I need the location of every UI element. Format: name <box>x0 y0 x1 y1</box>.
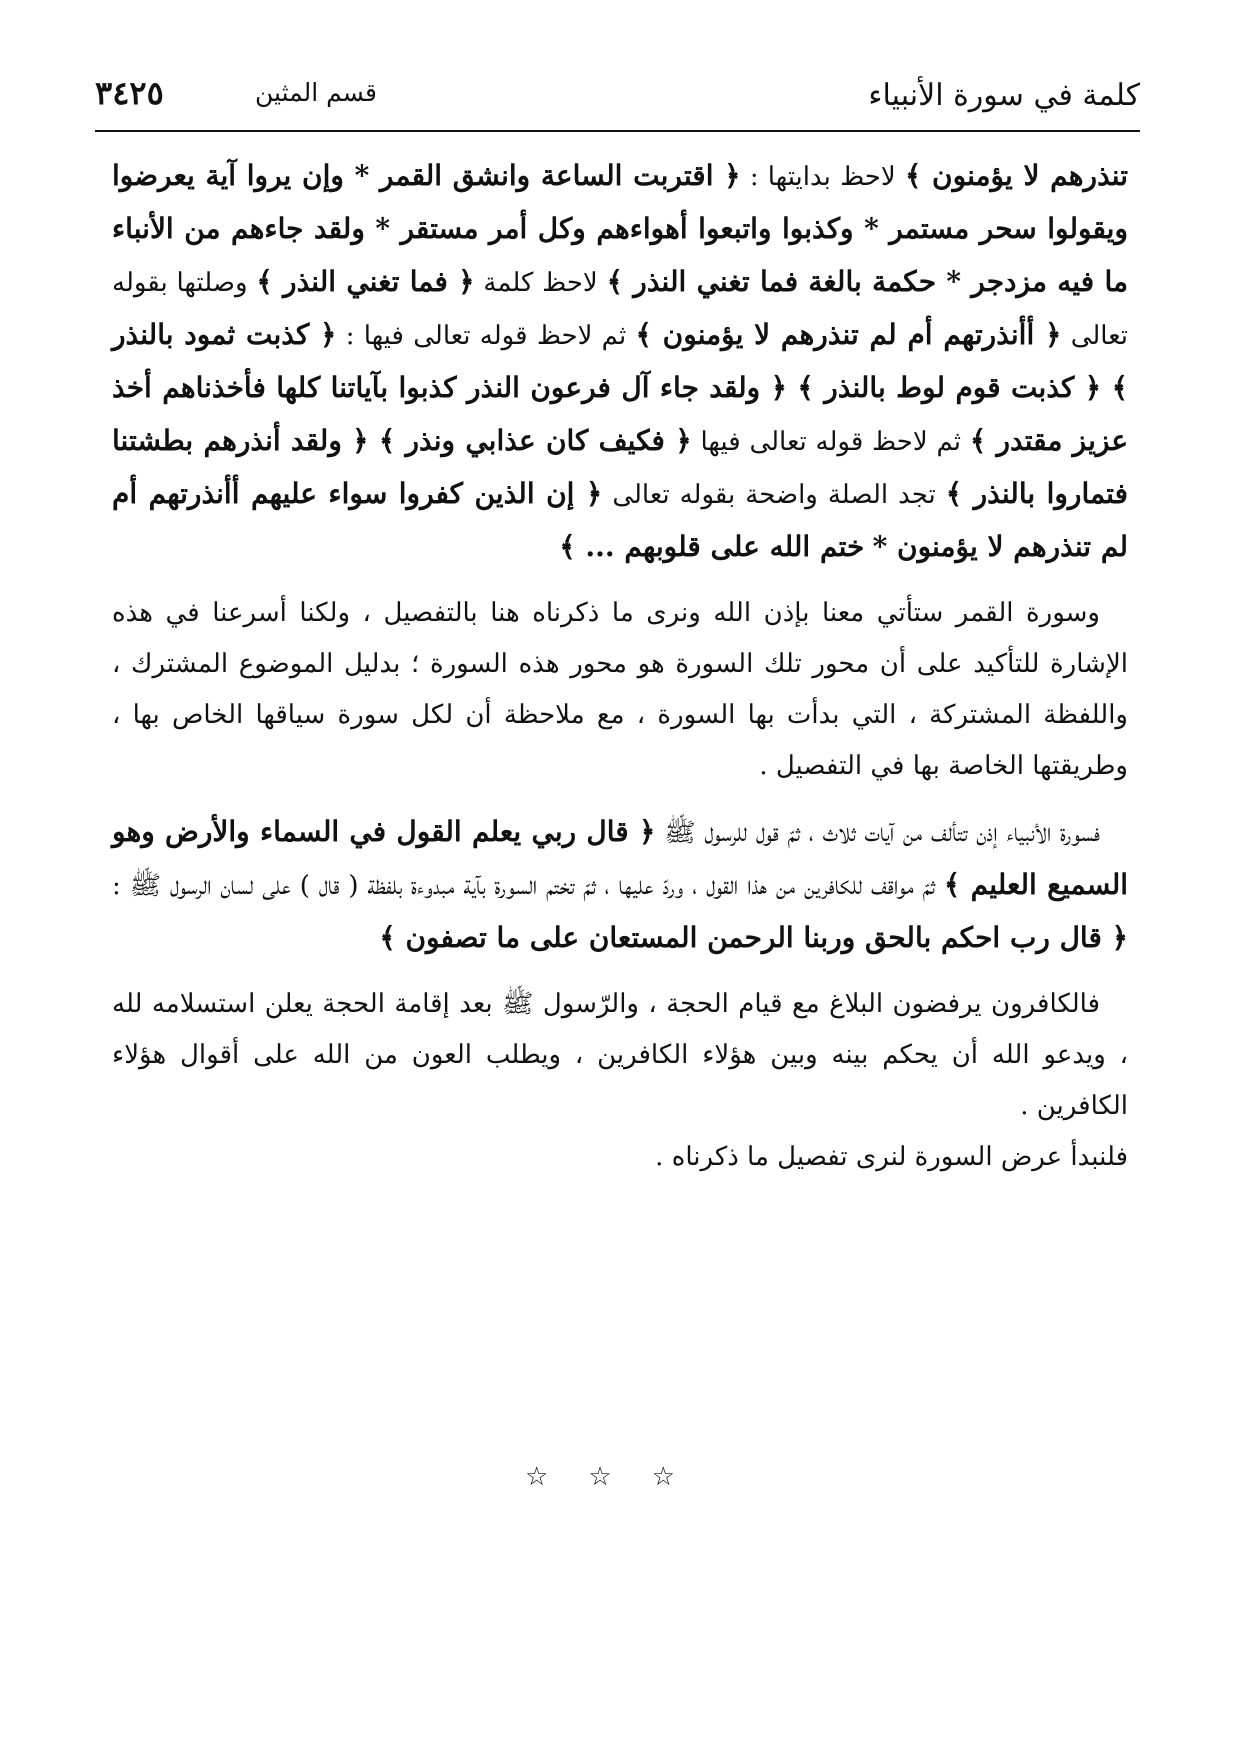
verse: ﴿ أأنذرتهم أم لم تنذرهم لا يؤمنون ﴾ <box>635 318 1062 351</box>
running-title: كلمة في سورة الأنبياء <box>868 78 1140 113</box>
commentary: ثم لاحظ قوله تعالى فيها : <box>345 321 627 351</box>
page-header <box>95 72 1140 132</box>
commentary: وصلتها بقوله تعالى <box>112 268 1128 351</box>
paragraph-1 <box>112 150 1128 574</box>
commentary: فسورة الأنبياء إذن تتألف من آيات ثلاث ، ثمّ قول للرسول ﷺ <box>664 818 1100 848</box>
verse: ﴿ إن الذين كفروا سواء عليهم أأنذرتهم أم لم تنذرهم لا يؤمنون * <box>112 477 1128 563</box>
verse: ﴿ فكيف كان عذابي ونذر ﴾ ﴿ ولقد أنذرهم بطشتنا فتماروا بالنذر ﴾ <box>112 424 1129 510</box>
page-number: ٣٤٢٥ <box>95 74 164 112</box>
verse: ﴿ فما تغني النذر ﴾ <box>256 265 475 298</box>
paragraph-3 <box>112 806 1128 965</box>
verse: ختم الله على قلوبهم ... ﴾ <box>559 530 865 563</box>
paragraph-5: فلنبدأ عرض السورة لنرى تفصيل ما ذكرناه . <box>655 1142 1128 1172</box>
commentary: تجد الصلة واضحة بقوله تعالى <box>612 480 936 510</box>
main-text <box>112 150 1128 1183</box>
section-divider-stars: ☆☆☆ <box>525 1462 715 1492</box>
verse: ﴿ قال رب احكم بالحق وربنا الرحمن المستعان على ما تصفون ﴾ <box>379 921 1128 954</box>
commentary: ثم لاحظ قوله تعالى فيها <box>700 427 961 457</box>
commentary: لاحظ كلمة <box>483 268 598 298</box>
verse: ﴿ اقتربت الساعة وانشق القمر * وإن يروا آية يعرضوا ويقولوا سحر مستمر * وكذبوا واتبعوا أهواءهم وكل أمر مستقر * ولقد جاءهم من الأنباء ما فيه مزدجر * حكمة بالغة فما تغني النذر ﴾ <box>112 159 1128 298</box>
verse: ﴿ كذبت ثمود بالنذر ﴾ ﴿ كذبت قوم لوط بالنذر ﴾ ﴿ ولقد جاء آل فرعون النذر كذبوا بآياتنا كلها فأخذناهم أخذ عزيز مقتدر ﴾ <box>112 318 1129 457</box>
paragraph-4: فالكافرون يرفضون البلاغ مع قيام الحجة ، والرّسول ﷺ بعد إقامة الحجة يعلن استسلامه لله ، ويدعو الله أن يحكم بينه وبين هؤلاء الكافرين ، ويطلب العون من الله على أقوال هؤلاء الكافرين . <box>112 989 1128 1121</box>
commentary: ثمّ مواقف للكافرين من هذا القول ، وردّ عليها ، ثمّ تختم السورة بآية مبدوءة بلفظة ( قال ) على لسان الرسول ﷺ : <box>112 871 935 901</box>
verse: ﴿ قال ربي يعلم القول في السماء والأرض وهو السميع العليم ﴾ <box>112 815 1129 901</box>
verse: تنذرهم لا يؤمنون ﴾ <box>904 159 1129 192</box>
paragraph-2: وسورة القمر ستأتي معنا بإذن الله ونرى ما ذكرناه هنا بالتفصيل ، ولكنا أسرعنا في هذه الإشارة للتأكيد على أن محور تلك السورة هو محور هذه السورة ؛ بدليل الموضوع المشترك ، واللفظة المشتركة ، التي بدأت بها السورة ، مع ملاحظة أن لكل سورة سياقها الخاص بها ، وطريقتها الخاصة بها في التفصيل . <box>112 598 1128 781</box>
commentary: لاحظ بدايتها : <box>749 162 896 192</box>
section-name: قسم المثين <box>255 78 377 107</box>
